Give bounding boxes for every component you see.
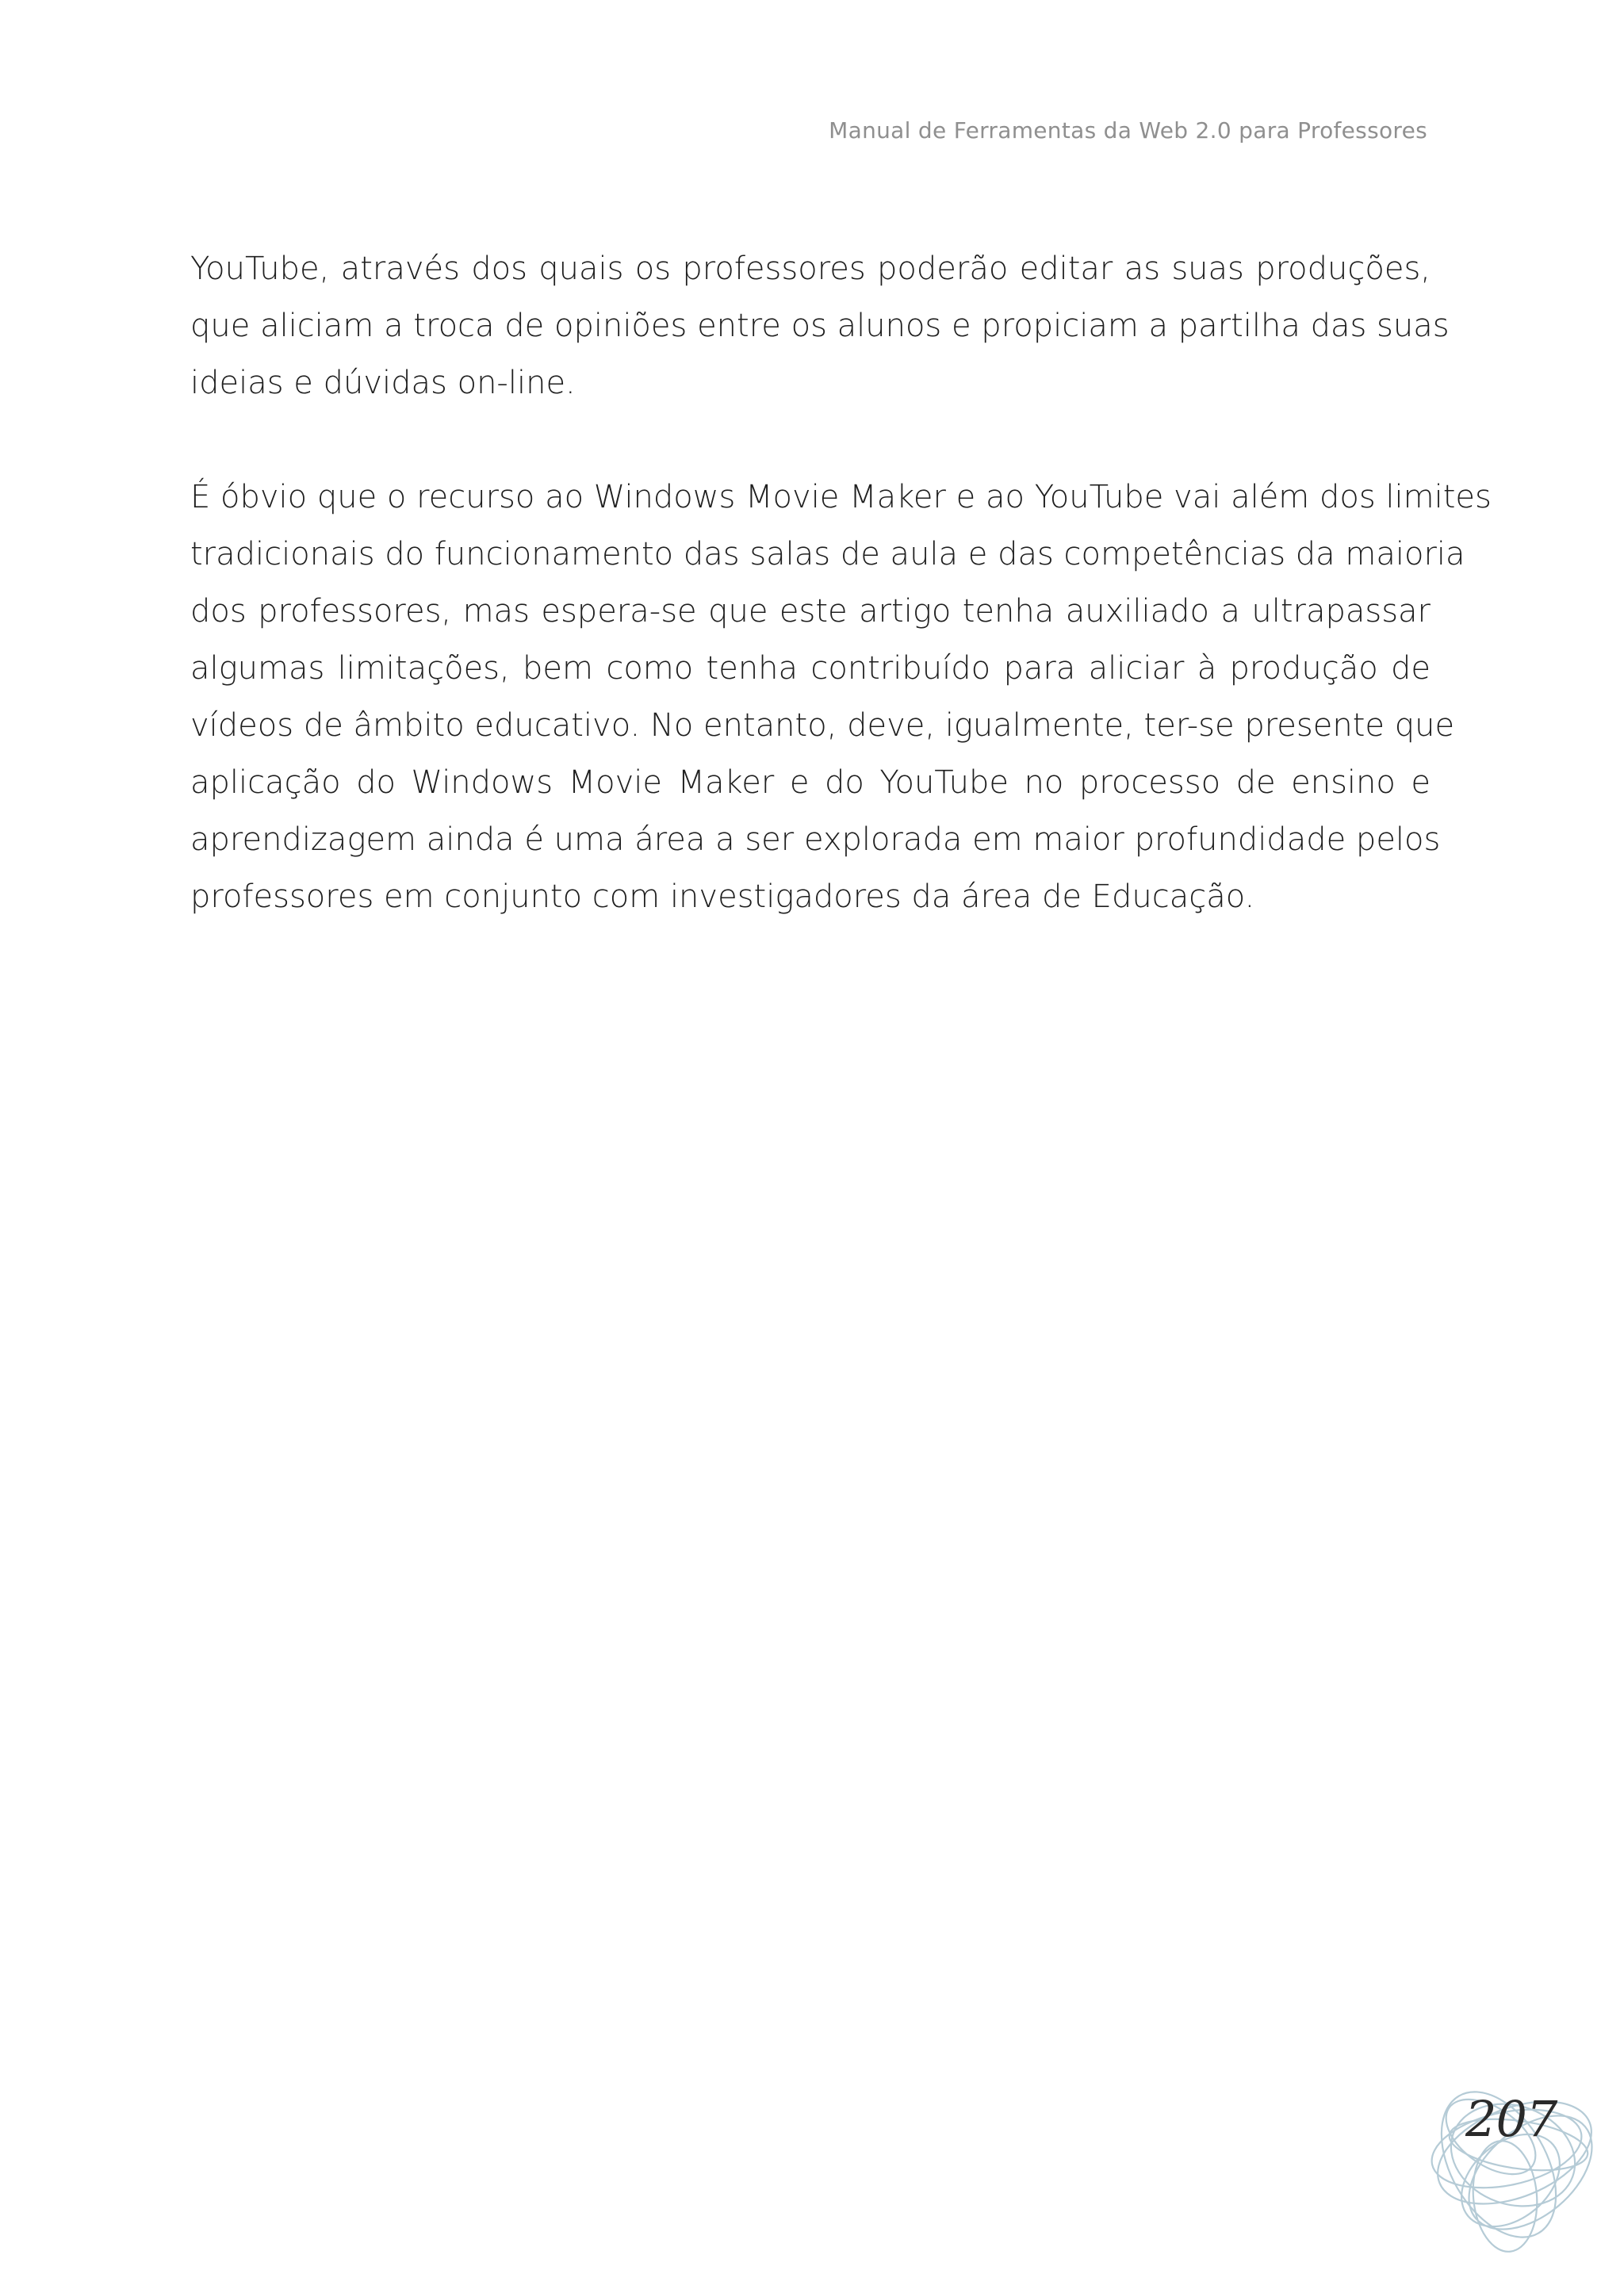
paragraph-2 (190, 469, 1492, 925)
text-line: dos professores, mas espera-se que este artigo tenha auxiliado a ultrapassar (190, 593, 1431, 630)
text-line: YouTube, através dos quais os professores poderão editar as suas produções, (190, 251, 1431, 287)
text-line: professores em conjunto com investigadores da área de Educação. (190, 879, 1255, 915)
paragraph-1 (190, 240, 1450, 412)
text-line: ideias e dúvidas on-line. (190, 365, 576, 401)
page-number: 207 (1465, 2090, 1557, 2148)
text-line: que aliciam a troca de opiniões entre os alunos e propiciam a partilha das suas (190, 308, 1450, 344)
text-line: É óbvio que o recurso ao Windows Movie Maker e ao YouTube vai além dos limites (190, 479, 1492, 515)
text-line: aplicação do Windows Movie Maker e do YouTube no processo de ensino e (190, 764, 1431, 801)
running-header: Manual de Ferramentas da Web 2.0 para Professores (829, 117, 1427, 144)
text-line: vídeos de âmbito educativo. No entanto, deve, igualmente, ter-se presente que (190, 707, 1455, 744)
body-text (190, 240, 1492, 925)
text-line: aprendizagem ainda é uma área a ser explorada em maior profundidade pelos (190, 821, 1441, 858)
text-line: tradicionais do funcionamento das salas de aula e das competências da maioria (190, 536, 1465, 572)
page-number-block (1419, 2061, 1602, 2268)
text-line: algumas limitações, bem como tenha contribuído para aliciar à produção de (190, 650, 1431, 687)
